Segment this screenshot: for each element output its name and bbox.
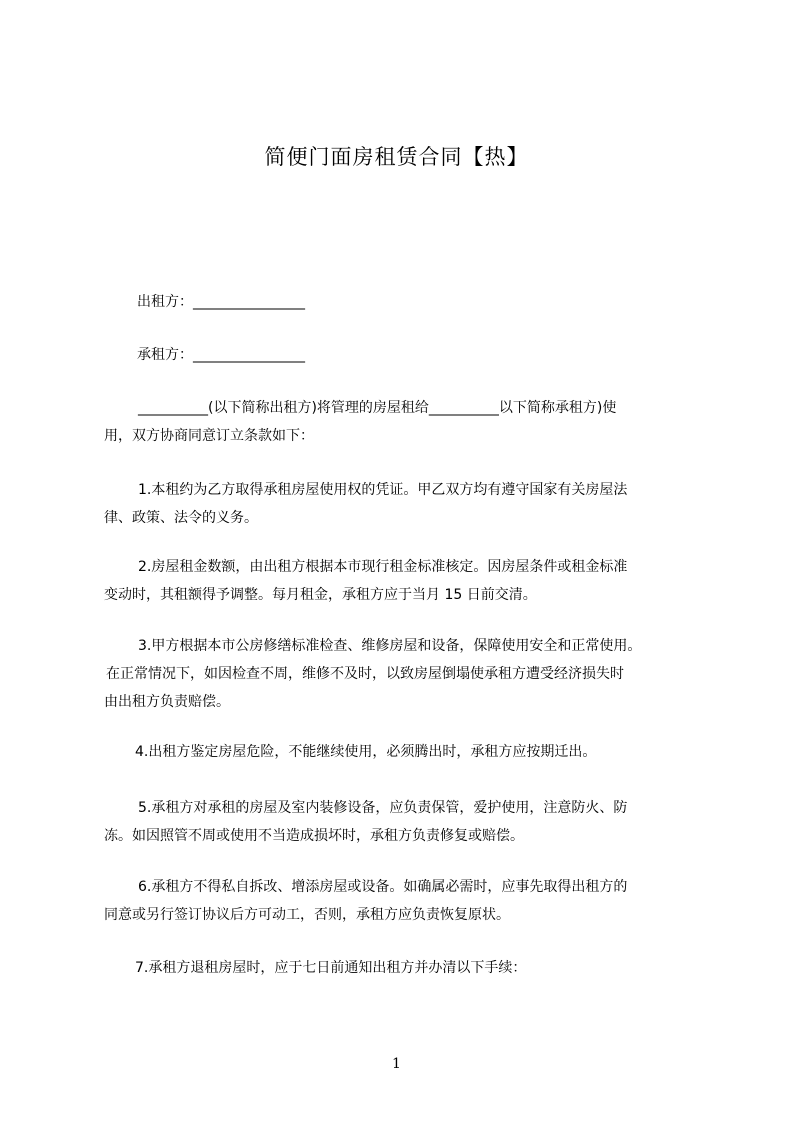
lessor-blank: ________________ xyxy=(193,294,305,310)
page-number: 1 xyxy=(392,1056,401,1072)
clause-4 xyxy=(104,738,704,766)
clause-line: 7.承租方退租房屋时，应于七日前通知出租方并办清以下手续： xyxy=(135,960,527,976)
clause-line: 在正常情况下，如因检查不周，维修不及时，以致房屋倒塌使承租方遭受经济损失时 xyxy=(106,666,624,682)
lessor-label: 出租方： xyxy=(137,294,193,310)
clause-3 xyxy=(104,632,704,716)
document-title: 简便门面房租赁合同【热】 xyxy=(264,145,529,169)
clause-line: 同意或另行签订协议后方可动工，否则，承租方应负责恢复原状。 xyxy=(104,907,510,923)
clause-line: 4.出租方鉴定房屋危险，不能继续使用，必须腾出时，承租方应按期迁出。 xyxy=(135,744,597,760)
intro-paragraph xyxy=(104,394,704,450)
clause-line: 5.承租方对承租的房屋及室内装修设备，应负责保管，爱护使用，注意防火、防 xyxy=(138,800,628,816)
intro-line: 用，双方协商同意订立条款如下： xyxy=(104,428,314,444)
clause-2 xyxy=(104,553,704,609)
lessee-field xyxy=(137,345,305,365)
lessee-blank: ________________ xyxy=(193,347,305,363)
lessee-label: 承租方： xyxy=(137,347,193,363)
clause-line: 变动时，其租额得予调整。每月租金，承租方应于当月 15 日前交清。 xyxy=(104,587,537,603)
clause-5 xyxy=(104,794,704,850)
lessor-field xyxy=(137,292,305,312)
clause-line: 律、政策、法令的义务。 xyxy=(104,510,258,526)
clause-line: 1.本租约为乙方取得承租房屋使用权的凭证。甲乙双方均有遵守国家有关房屋法 xyxy=(138,482,628,498)
clause-7 xyxy=(104,954,704,982)
intro-line: __________(以下简称出租方)将管理的房屋租给__________以下简称承租方)使 xyxy=(138,400,617,416)
clause-line: 3.甲方根据本市公房修缮标准检查、维修房屋和设备，保障使用安全和正常使用。 xyxy=(138,638,642,654)
clause-line: 2.房屋租金数额，由出租方根据本市现行租金标准核定。因房屋条件或租金标准 xyxy=(138,559,628,575)
clause-6 xyxy=(104,873,704,929)
clause-line: 6.承租方不得私自拆改、增添房屋或设备。如确属必需时，应事先取得出租方的 xyxy=(138,879,628,895)
clause-line: 冻。如因照管不周或使用不当造成损坏时，承租方负责修复或赔偿。 xyxy=(104,828,524,844)
clause-line: 由出租方负责赔偿。 xyxy=(104,694,230,710)
clause-1 xyxy=(104,476,704,532)
